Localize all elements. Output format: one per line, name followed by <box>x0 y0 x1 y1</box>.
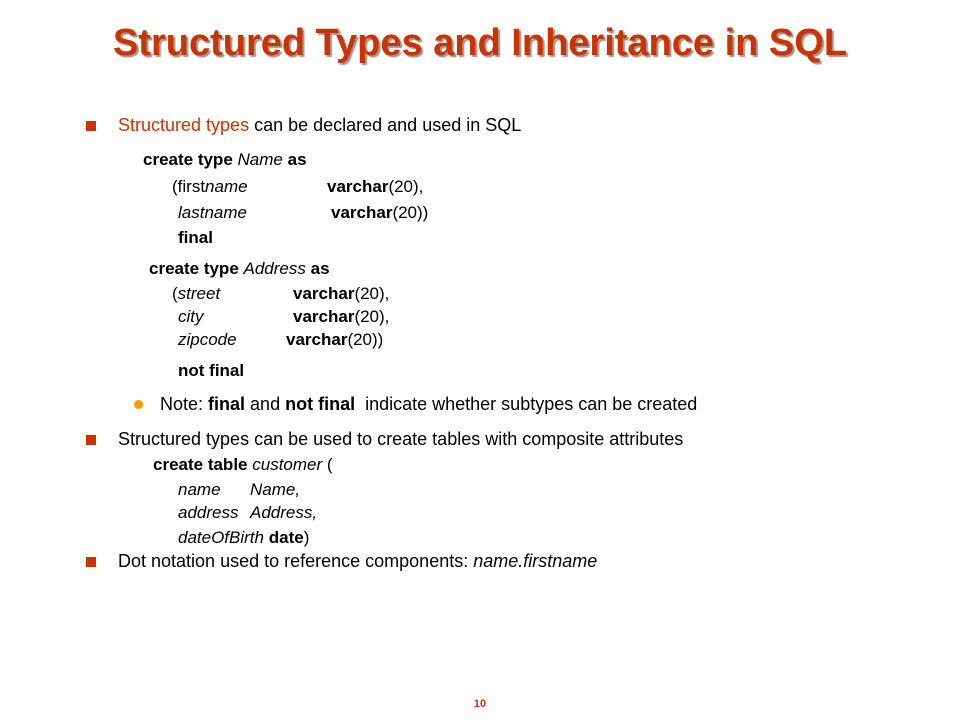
kw-create-table: create table <box>153 455 248 474</box>
table-name: customer <box>252 455 323 474</box>
type-name: Name <box>237 150 283 169</box>
address-attr-3 <box>178 330 237 350</box>
bullet-3-text <box>118 551 597 572</box>
attr-name: name <box>205 177 248 196</box>
name-type-attr-1-type <box>327 177 423 197</box>
attr-type-kw: varchar <box>286 330 348 349</box>
bullet-dot-icon <box>134 400 143 409</box>
address-type-final <box>178 361 244 381</box>
customer-col-1-type <box>250 480 300 500</box>
attr-type-rest: (20), <box>388 177 424 196</box>
table-close: ) <box>303 528 310 547</box>
table-open: ( <box>322 455 333 474</box>
note-prefix: Note: <box>160 394 209 414</box>
col-type: Name, <box>250 480 301 499</box>
kw-create-type: create type <box>149 259 239 278</box>
name-type-header <box>143 150 307 170</box>
customer-col-3 <box>178 528 309 548</box>
attr-type-kw: varchar <box>293 284 355 303</box>
name-type-attr-2-type <box>331 203 428 223</box>
attr-name: street <box>177 284 221 303</box>
address-attr-2-type <box>293 307 389 327</box>
customer-col-1 <box>178 480 221 500</box>
note-mid: and <box>245 394 286 414</box>
bullet-3-example: name.firstname <box>473 551 598 571</box>
kw-as: as <box>310 259 330 278</box>
address-type-header <box>149 259 330 279</box>
col-name: name <box>178 480 221 499</box>
attr-name: lastname <box>178 203 247 222</box>
note-kw-not-final: not final <box>285 394 356 414</box>
kw-as: as <box>287 150 307 169</box>
col-name: dateOfBirth <box>178 528 264 547</box>
col-name: address <box>178 503 239 522</box>
kw-create-type: create type <box>143 150 233 169</box>
note-text <box>160 394 697 415</box>
customer-table-header <box>153 455 333 475</box>
type-name: Address <box>243 259 306 278</box>
attr-type-rest: (20)) <box>347 330 384 349</box>
kw-not-final: not final <box>178 361 245 380</box>
name-type-final <box>178 228 213 248</box>
name-type-attr-2 <box>178 203 247 223</box>
attr-type-rest: (20), <box>354 307 390 326</box>
bullet-2-text: Structured types can be used to create tables with composite attributes <box>118 429 684 449</box>
col-type-kw: date <box>268 528 304 547</box>
attr-type-kw: varchar <box>327 177 389 196</box>
slide-title: Structured Types and Inheritance in SQL <box>112 22 848 64</box>
address-attr-1 <box>172 284 220 304</box>
bullet-1-rest: can be declared and used in SQL <box>249 115 522 135</box>
note-rest: indicate whether subtypes can be created <box>355 394 698 414</box>
note-kw-final: final <box>208 394 246 414</box>
bullet-3-body: Dot notation used to reference components: <box>118 551 474 571</box>
address-attr-1-type <box>293 284 389 304</box>
attr-open: (first <box>172 177 206 196</box>
bullet-square-icon <box>86 121 96 131</box>
attr-type-kw: varchar <box>331 203 393 222</box>
attr-open: ( <box>172 284 178 303</box>
customer-col-2-type <box>250 503 317 523</box>
bullet-square-icon <box>86 435 96 445</box>
attr-type-kw: varchar <box>293 307 355 326</box>
address-attr-3-type <box>286 330 383 350</box>
attr-type-rest: (20)) <box>392 203 429 222</box>
bullet-1-highlight: Structured types <box>118 115 250 135</box>
address-attr-2 <box>178 307 204 327</box>
kw-final: final <box>178 228 213 247</box>
attr-type-rest: (20), <box>354 284 390 303</box>
customer-col-2 <box>178 503 238 523</box>
bullet-square-icon <box>86 557 96 567</box>
attr-name: zipcode <box>178 330 237 349</box>
attr-name: city <box>178 307 204 326</box>
name-type-attr-1 <box>172 177 248 197</box>
bullet-1-text <box>118 115 521 136</box>
page-number: 10 <box>473 698 487 710</box>
col-type: Address, <box>250 503 318 522</box>
